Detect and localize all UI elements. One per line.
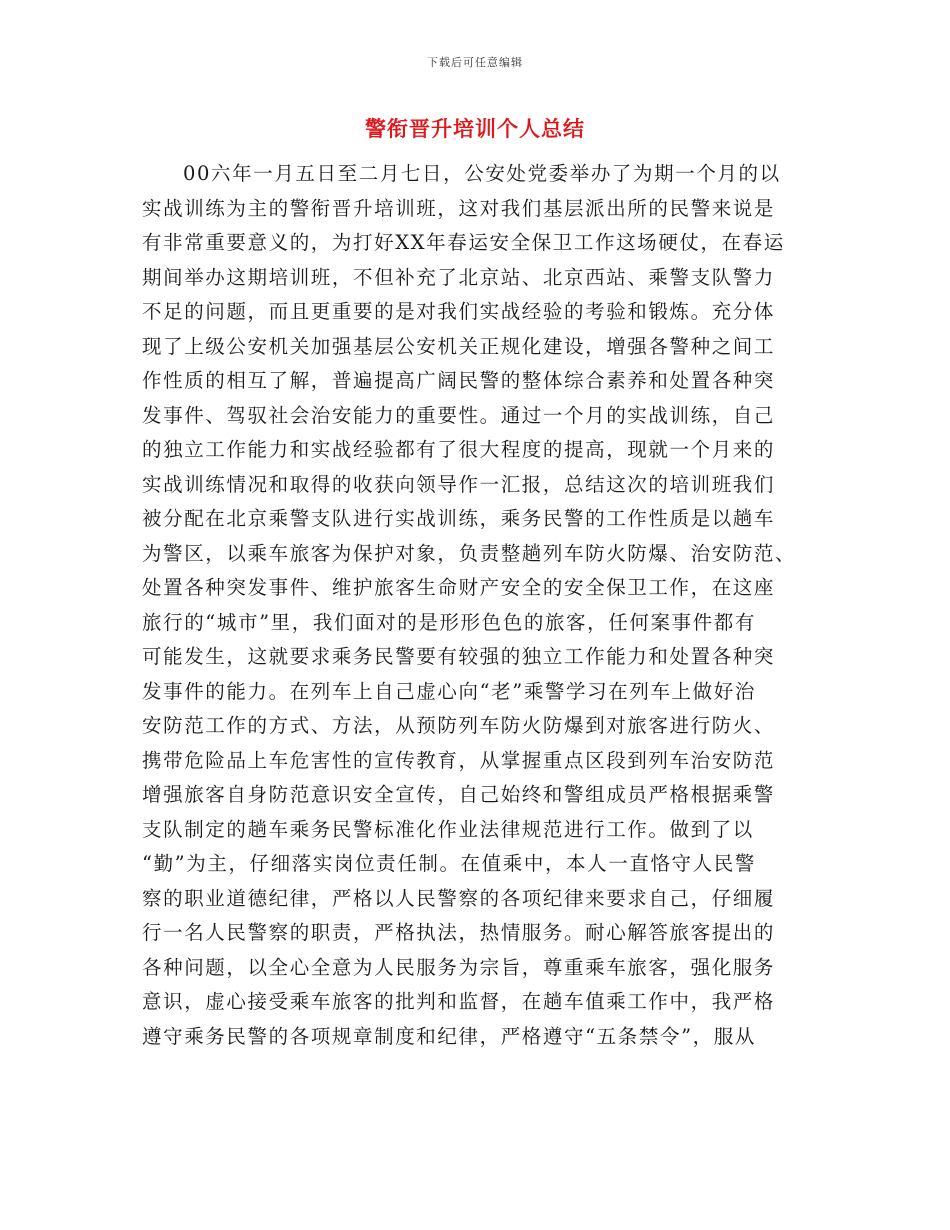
text-line: 可能发生，这就要求乘务民警要有较强的独立工作能力和处置各种突 — [142, 645, 776, 668]
document-title: 警衔晋升培训个人总结 — [365, 116, 585, 141]
header-note: 下载后可任意编辑 — [427, 56, 523, 69]
text-line: 携带危险品上车危害性的宣传教育，从掌握重点区段到列车治安防范 — [142, 748, 776, 772]
text-line: 期间举办这期培训班，不但补充了北京站、北京西站、乘警支队警力 — [142, 265, 776, 289]
text-line: 的独立工作能力和实战经验都有了很大程度的提高，现就一个月来的 — [142, 438, 776, 461]
text-line: 被分配在北京乘警支队进行实战训练，乘务民警的工作性质是以趟车 — [142, 507, 776, 530]
text-line: 不足的问题，而且更重要的是对我们实战经验的考验和锻炼。充分体 — [142, 300, 776, 323]
text-line: 意识，虚心接受乘车旅客的批判和监督，在趟车值乘工作中，我严格 — [142, 990, 776, 1013]
text-line: 有非常重要意义的，为打好XX年春运安全保卫工作这场硬仗，在春运 — [142, 231, 785, 254]
text-line: “勤”为主，仔细落实岗位责任制。在值乘中，本人一直恪守人民警 — [142, 852, 756, 875]
text-line: 支队制定的趟车乘务民警标准化作业法律规范进行工作。做到了以 — [142, 817, 754, 841]
text-line: 00六年一月五日至二月七日，公安处党委举办了为期一个月的以 — [183, 162, 781, 185]
text-line: 作性质的相互了解，普遍提高广阔民警的整体综合素养和处置各种突 — [142, 369, 776, 392]
text-line: 为警区，以乘车旅客为保护对象，负责整趟列车防火防爆、治安防范、 — [142, 541, 797, 565]
text-line: 发事件、驾驭社会治安能力的重要性。通过一个月的实战训练，自己 — [142, 403, 776, 427]
text-line: 旅行的“城市”里，我们面对的是形形色色的旅客，任何案事件都有 — [142, 610, 756, 634]
text-line: 处置各种突发事件、维护旅客生命财产安全的安全保卫工作，在这座 — [142, 576, 776, 599]
text-line: 安防范工作的方式、方法，从预防列车防火防爆到对旅客进行防火、 — [142, 714, 776, 737]
body-paragraph — [142, 157, 812, 1054]
text-line: 察的职业道德纪律，严格以人民警察的各项纪律来要求自己，仔细履 — [142, 886, 776, 910]
text-line: 发事件的能力。在列车上自己虚心向“老”乘警学习在列车上做好治 — [142, 679, 756, 703]
text-line: 增强旅客自身防范意识安全宣传，自己始终和警组成员严格根据乘警 — [142, 783, 776, 806]
text-line: 实战训练为主的警衔晋升培训班，这对我们基层派出所的民警来说是 — [142, 196, 776, 220]
text-line: 行一名人民警察的职责，严格执法，热情服务。耐心解答旅客提出的 — [142, 921, 776, 944]
text-line: 各种问题，以全心全意为人民服务为宗旨，尊重乘车旅客，强化服务 — [142, 955, 776, 979]
text-line: 现了上级公安机关加强基层公安机关正规化建设，增强各警种之间工 — [142, 334, 776, 358]
text-line: 实战训练情况和取得的收获向领导作一汇报，总结这次的培训班我们 — [142, 472, 776, 496]
text-line: 遵守乘务民警的各项规章制度和纪律，严格遵守“五条禁令”，服从 — [142, 1024, 756, 1048]
